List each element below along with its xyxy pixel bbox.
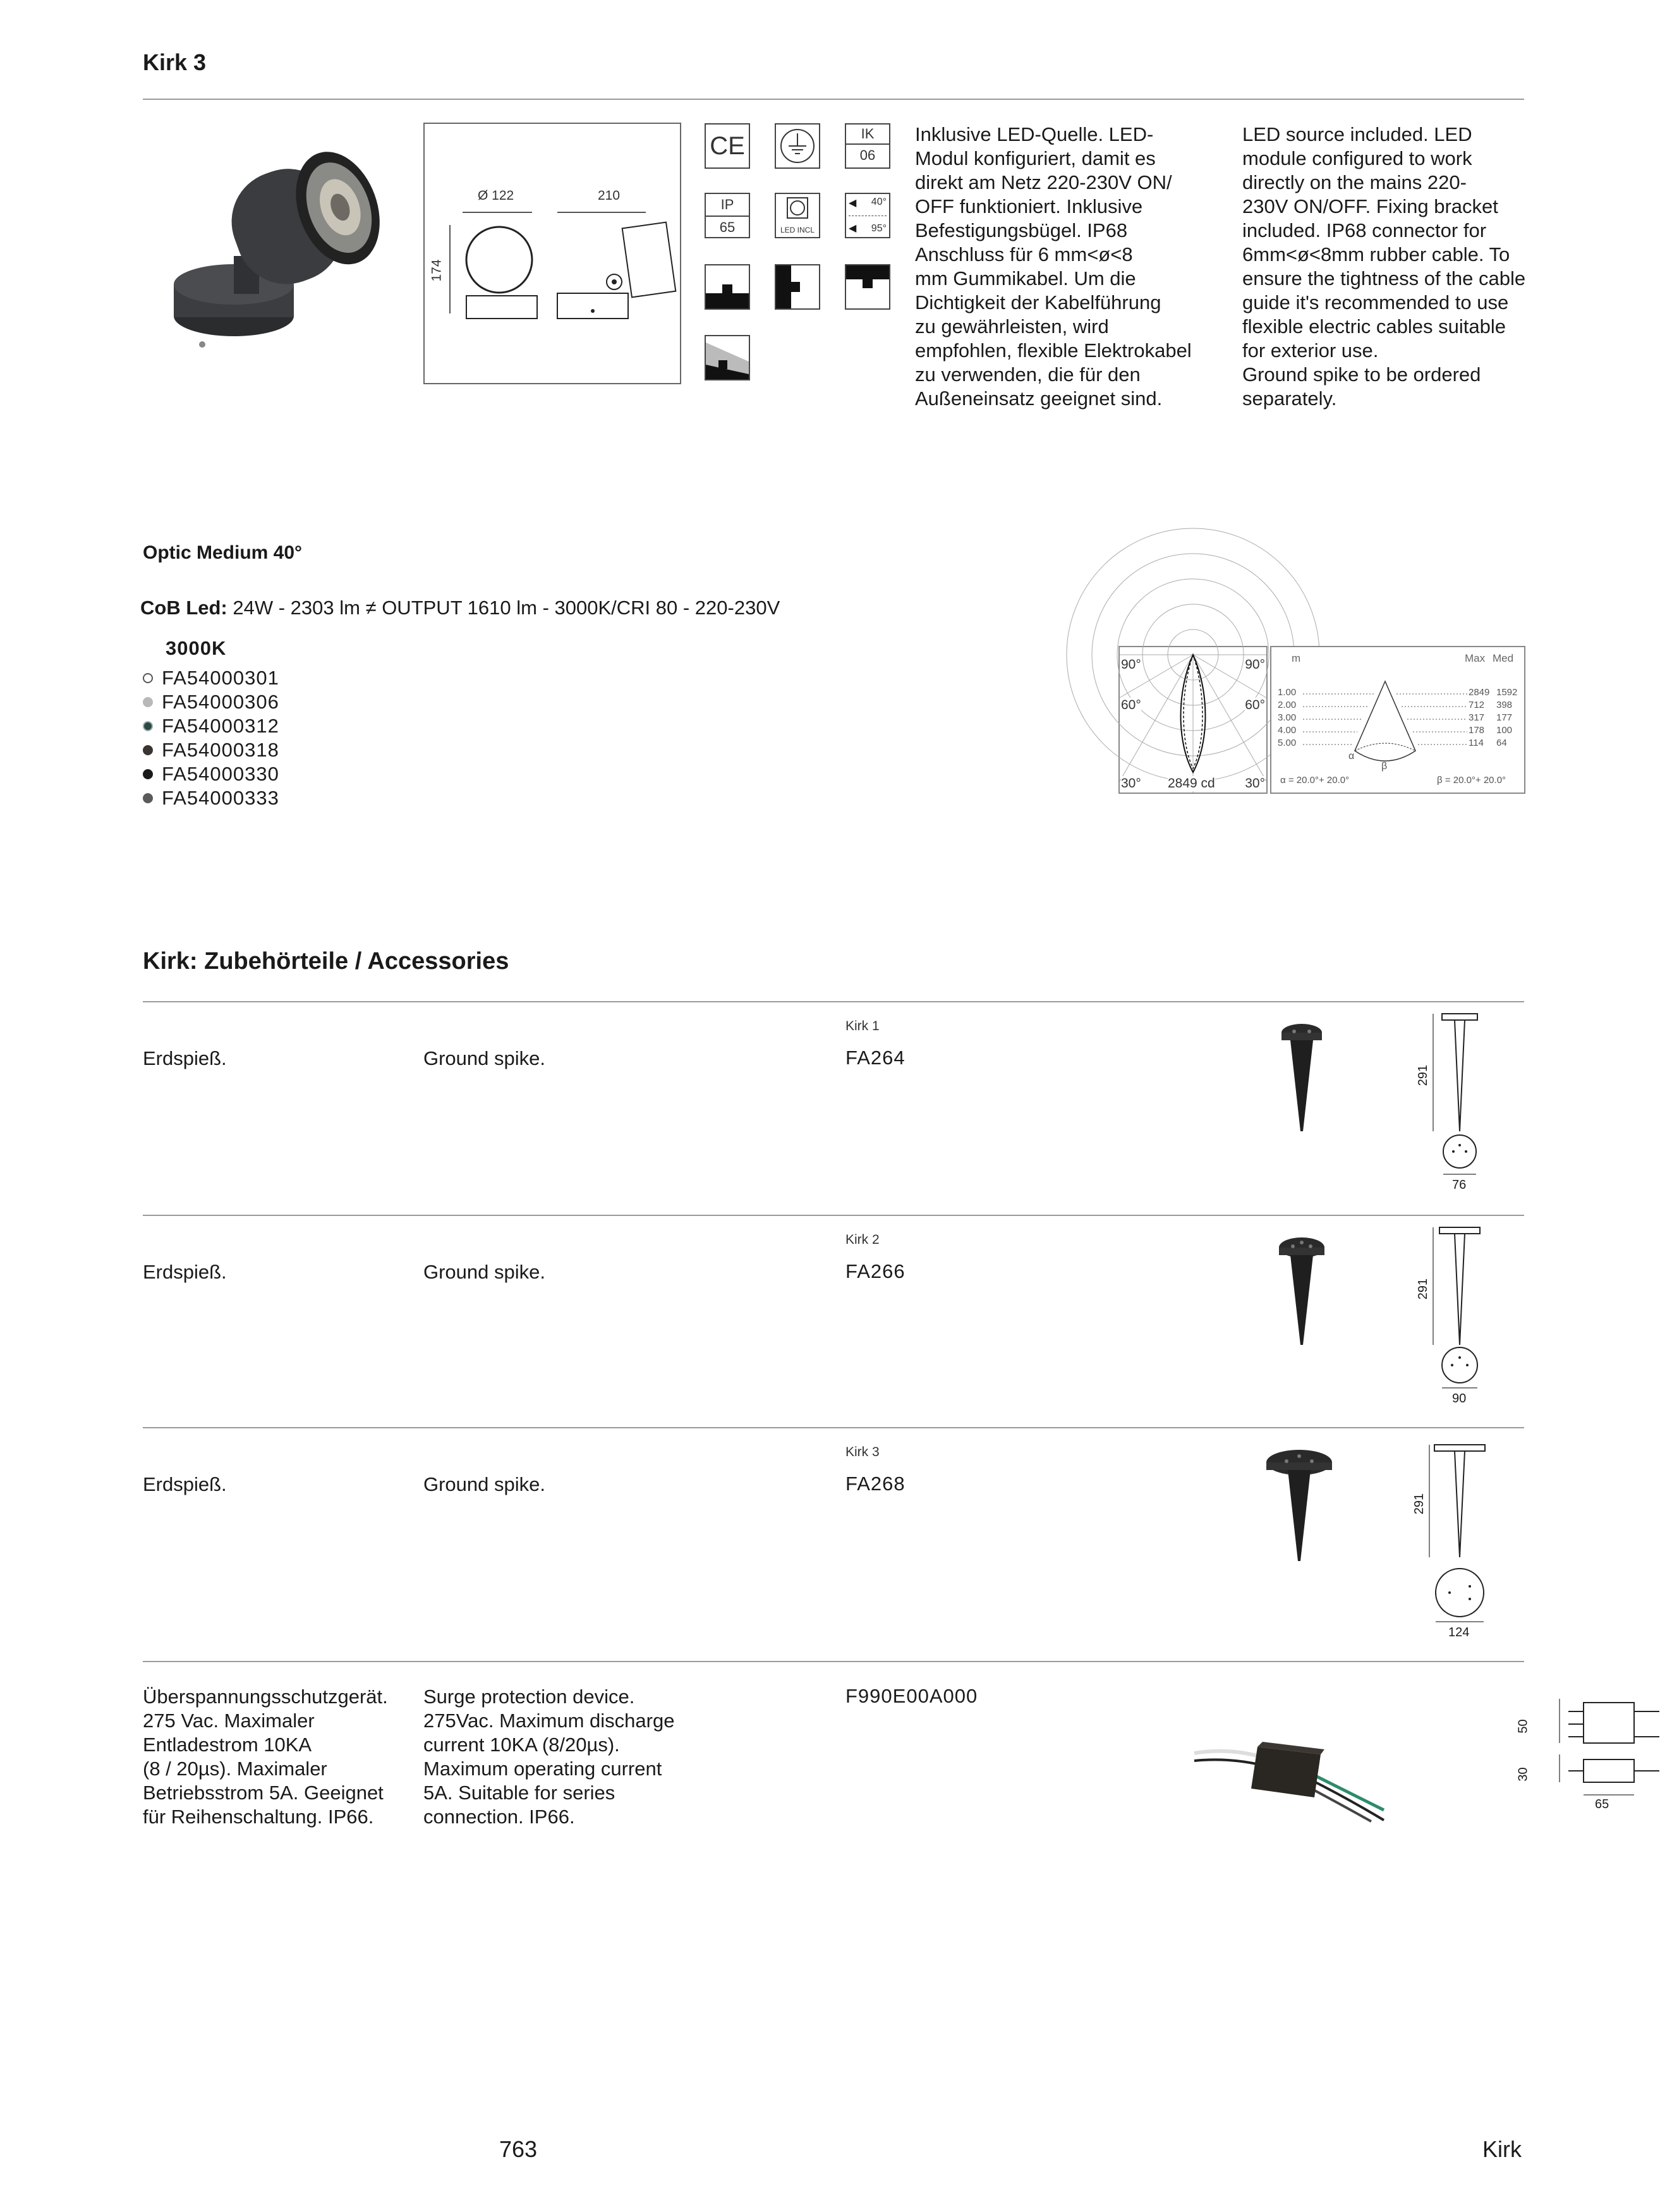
cone-alpha-label: α = 20.0°+ 20.0° [1280,775,1350,786]
page-number: 763 [499,2136,538,2162]
description-de: Inklusive LED-Quelle. LED- Modul konfiguriert, damit es direkt am Netz 220-230V ON/ OFF funktioniert. Inklusive Befestigungsbügel. IP68 Anschluss für 6 mm<ø<8 mm Gummikabel. Um die Dichtigkeit der Kabelführung zu gewährleisten, wird empfohlen, flexible Elektrokabel zu verwenden, die für den Außeneinsatz geeignet sind. [915,123,1192,410]
polar-label-90-left: 90° [1121,657,1141,672]
code-row[interactable]: FA54000306 [143,690,279,714]
cone-max-column: 2849 712 317 178 114 [1469,687,1490,748]
cone-diagram [1270,646,1525,794]
accessory-fit: Kirk 2 [845,1232,880,1247]
accessory-code[interactable]: FA266 [845,1260,906,1282]
surge-width: 65 [1595,1797,1609,1811]
product-image [158,133,392,367]
surge-desc-en: Surge protection device. 275Vac. Maximum discharge current 10KA (8/20µs). Maximum operating current 5A. Suitable for series connection. IP66. [423,1686,675,1828]
tilt-arrow-icon: ◀ [849,198,857,209]
accessory-desc-en: Ground spike. [423,1047,545,1069]
finish-white-dot [143,673,153,683]
surge-desc-de: Überspannungsschutzgerät. 275 Vac. Maximaler Entladestrom 10KA (8 / 20µs). Maximaler Betriebsstrom 5A. Geeignet für Reihenschaltung. IP66. [143,1686,388,1828]
finish-anthracite-dot [143,793,153,803]
cone-beta-symbol: β [1381,761,1388,772]
tilt-rotate-icon: ◀ 40° ◀ 95° [845,193,890,238]
finish-green-dot [143,721,153,731]
accessories-divider [143,1001,1524,1002]
code-row[interactable]: FA54000318 [143,738,279,762]
cone-beta-label: β = 20.0°+ 20.0° [1437,775,1506,786]
accessory-row-fa268 [143,1437,1524,1658]
code-row[interactable]: FA54000301 [143,666,279,690]
wall-mount-icon [775,264,820,310]
accessory-row-surge [143,1671,1609,1873]
spike-width: 124 [1448,1626,1470,1639]
ground-mount-icon [705,264,750,310]
accessory-desc-de: Erdspieß. [143,1261,227,1283]
polar-label-60-left: 60° [1121,698,1141,712]
accessory-desc-en: Ground spike. [423,1261,545,1283]
cone-max-header: Max [1465,652,1486,664]
product-code-list [143,666,279,810]
optic-heading: Optic Medium 40° [143,542,303,563]
surge-code[interactable]: F990E00A000 [845,1685,978,1707]
rotate-arrow-icon: ◀ [849,223,857,234]
header-divider [143,99,1524,100]
spike-photo [1274,1231,1331,1361]
row-divider [143,1427,1524,1428]
spike-height: 291 [1416,1278,1431,1300]
ground-icon [775,123,820,169]
cob-spec: CoB Led: 24W - 2303 lm ≠ OUTPUT 1610 lm - 3000K/CRI 80 - 220-230V [140,597,780,619]
spike-width: 90 [1452,1392,1467,1406]
spike-drawing [1419,1225,1495,1411]
accessory-desc-en: Ground spike. [423,1473,545,1495]
dim-height: 174 [429,259,444,282]
spike-photo [1274,1018,1331,1147]
spike-height: 291 [1416,1064,1431,1086]
accessory-code[interactable]: FA264 [845,1047,906,1069]
cone-distance-column: 1.00 2.00 3.00 4.00 5.00 [1278,687,1297,748]
finish-grey-dot [143,697,153,707]
dim-length: 210 [598,188,621,203]
slope-mount-icon [705,335,750,380]
ceiling-mount-icon [845,264,890,310]
surge-height-1: 50 [1516,1719,1530,1734]
cone-med-header: Med [1493,652,1514,664]
row-divider [143,1661,1524,1662]
spike-height: 291 [1412,1493,1427,1515]
surge-height-2: 30 [1516,1767,1530,1782]
cct-label: 3000K [166,637,227,659]
led-included-icon: LED INCL [775,193,820,238]
code-row[interactable]: FA54000333 [143,786,279,810]
accessory-row-fa266 [143,1225,1524,1427]
page-title: Kirk 3 [143,49,207,75]
cone-med-column: 1592 398 177 100 64 [1496,687,1518,748]
row-divider [143,1215,1524,1216]
finish-brown-dot [143,745,153,755]
accessory-fit: Kirk 3 [845,1445,880,1459]
spike-photo [1261,1443,1337,1573]
accessory-code[interactable]: FA268 [845,1473,906,1495]
spike-drawing [1419,1011,1495,1198]
polar-label-60-right: 60° [1245,698,1265,712]
surge-photo [1194,1709,1384,1826]
polar-peak: 2849 cd [1168,776,1215,791]
spike-drawing [1419,1437,1495,1649]
polar-label-90-right: 90° [1245,657,1265,672]
accessory-desc-de: Erdspieß. [143,1473,227,1495]
spike-width: 76 [1452,1178,1467,1192]
polar-label-30-right: 30° [1245,776,1265,791]
cone-alpha-symbol: α [1348,751,1355,762]
code-row[interactable]: FA54000312 [143,714,279,738]
dim-diameter: Ø 122 [478,188,514,203]
finish-black-dot [143,769,153,779]
description-en: LED source included. LED module configured to work directly on the mains 220- 230V ON/OFF. Fixing bracket included. IP68 connector for 6mm<ø<8mm rubber cable. To ensure the tightness of the cable guide it's recommended to use flexible electric cables suitable for exterior use. Ground spike to be ordered separately. [1242,123,1526,410]
accessory-row-fa264 [143,1011,1524,1213]
accessories-heading: Kirk: Zubehörteile / Accessories [143,948,509,975]
polar-diagram [1118,646,1268,794]
accessory-desc-de: Erdspieß. [143,1047,227,1069]
polar-label-30-left: 30° [1121,776,1141,791]
dimension-drawing [423,123,681,384]
code-row[interactable]: FA54000330 [143,762,279,786]
ce-icon: CE [705,123,750,169]
accessory-fit: Kirk 1 [845,1019,880,1033]
surge-drawing [1558,1696,1672,1826]
ik-rating-icon: IK 06 [845,123,890,169]
ip-rating-icon: IP 65 [705,193,750,238]
cone-distance-header: m [1292,652,1301,664]
footer-label: Kirk [1482,2136,1522,2162]
